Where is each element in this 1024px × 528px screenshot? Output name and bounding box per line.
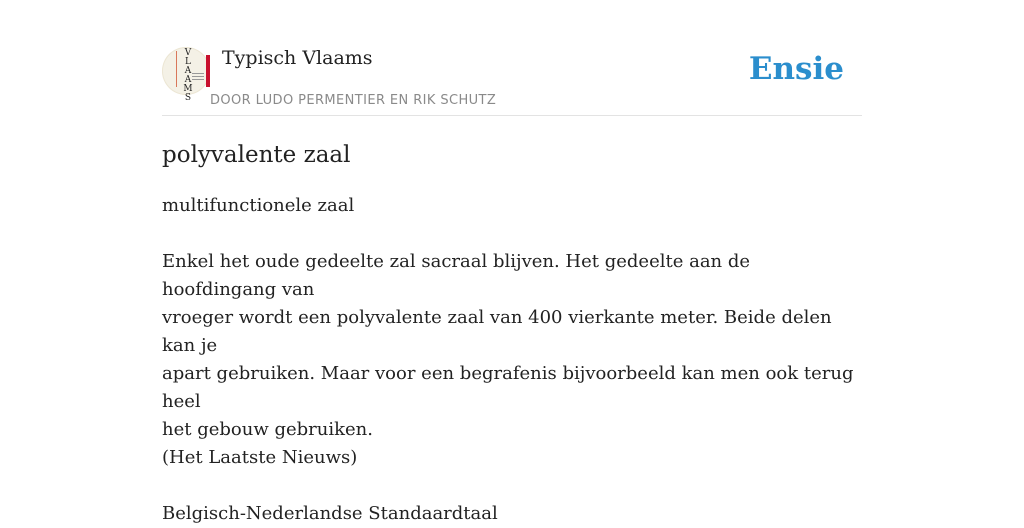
book-cover-avatar[interactable] bbox=[162, 47, 210, 103]
example-source: (Het Laatste Nieuws) bbox=[162, 447, 358, 468]
site-title[interactable]: Typisch Vlaams bbox=[222, 47, 373, 69]
cover-red-stripe bbox=[206, 55, 210, 87]
entry-definition: multifunctionele zaal bbox=[162, 195, 355, 216]
entry-card bbox=[162, 0, 862, 524]
cover-logo-letters: V L A A M S bbox=[183, 48, 193, 103]
entry-body bbox=[162, 192, 862, 528]
cover-text-lines bbox=[192, 73, 204, 74]
entry-category: Belgisch-Nederlandse Standaardtaal bbox=[162, 503, 498, 524]
header bbox=[162, 0, 862, 116]
example-line: apart gebruiken. Maar voor een begrafenis bijvoorbeeld kan men ook terug heel bbox=[162, 363, 854, 412]
brand-logo[interactable]: Ensie bbox=[748, 51, 844, 87]
byline: DOOR LUDO PERMENTIER EN RIK SCHUTZ bbox=[210, 93, 497, 108]
example-line: Enkel het oude gedeelte zal sacraal blijven. Het gedeelte aan de hoofdingang van bbox=[162, 251, 751, 300]
example-line: het gebouw gebruiken. bbox=[162, 419, 373, 440]
example-line: vroeger wordt een polyvalente zaal van 400 vierkante meter. Beide delen kan je bbox=[162, 307, 832, 356]
entry-term: polyvalente zaal bbox=[162, 142, 351, 168]
